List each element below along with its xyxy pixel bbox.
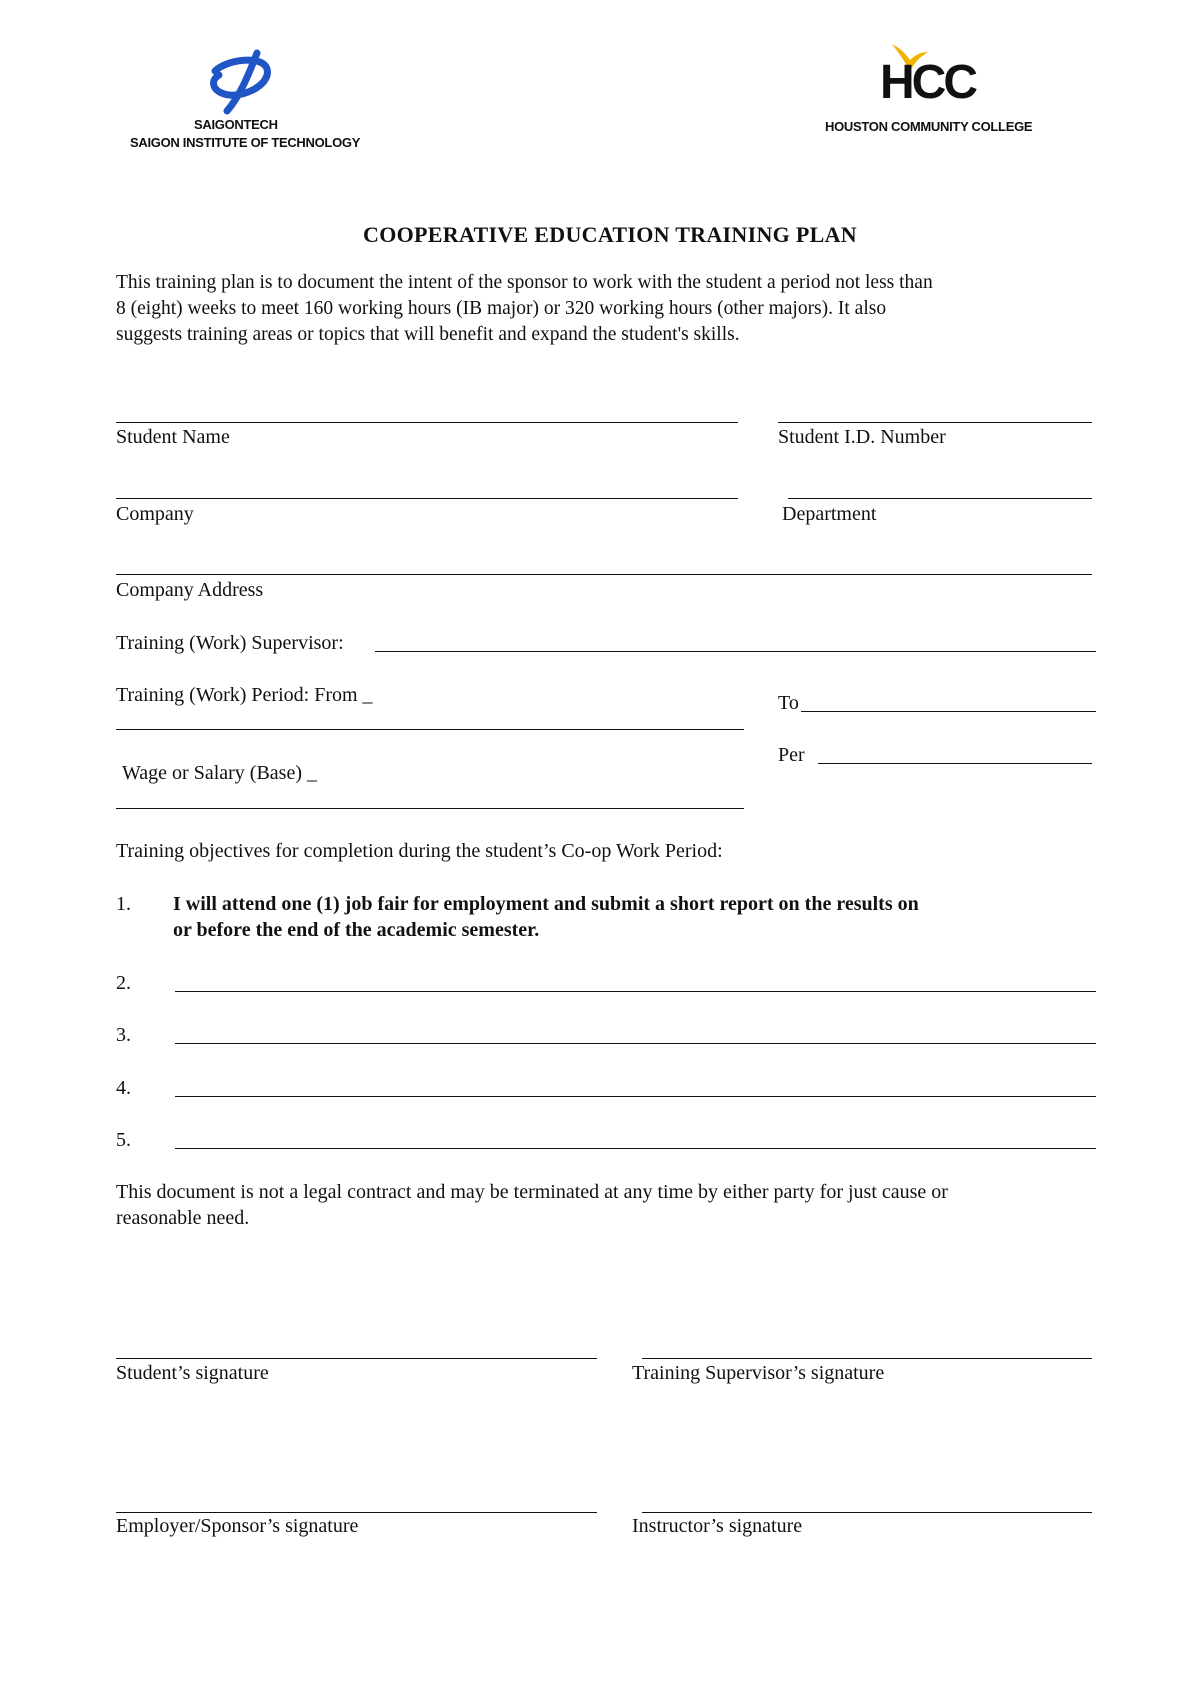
intro-line: 8 (eight) weeks to meet 160 working hours (IB major) or 320 working hours (other majors). It also	[116, 298, 887, 319]
per-field[interactable]	[818, 763, 1092, 764]
objective-4-field[interactable]	[175, 1096, 1096, 1097]
supervisor-signature-field[interactable]	[642, 1358, 1092, 1359]
instructor-signature-label: Instructor’s signature	[632, 1515, 803, 1537]
supervisor-label: Training (Work) Supervisor:	[116, 632, 344, 654]
per-label: Per	[778, 744, 805, 766]
wage-field[interactable]	[116, 808, 744, 809]
objective-5-field[interactable]	[175, 1148, 1096, 1149]
student-name-label: Student Name	[116, 426, 230, 448]
objective-number: 5.	[116, 1129, 131, 1151]
company-label: Company	[116, 503, 194, 525]
objective-number: 1.	[116, 893, 131, 915]
intro-line: This training plan is to document the intent of the sponsor to work with the student a period not less than	[116, 272, 933, 293]
supervisor-field[interactable]	[375, 651, 1096, 652]
saigontech-name: SAIGONTECH	[194, 117, 278, 132]
student-id-label: Student I.D. Number	[778, 426, 946, 448]
period-to-label: To	[778, 692, 799, 714]
intro-paragraph	[116, 270, 1126, 348]
disclaimer-line: This document is not a legal contract and may be terminated at any time by either party for just cause or	[116, 1181, 948, 1203]
objective-number: 4.	[116, 1077, 131, 1099]
student-signature-field[interactable]	[116, 1358, 597, 1359]
department-field[interactable]	[788, 498, 1092, 499]
company-field[interactable]	[116, 498, 738, 499]
period-from-field[interactable]	[116, 729, 744, 730]
student-name-field[interactable]	[116, 422, 738, 423]
objective-2-field[interactable]	[175, 991, 1096, 992]
student-id-field[interactable]	[778, 422, 1092, 423]
hcc-logo-icon: HCC	[880, 56, 975, 109]
saigontech-logo	[130, 45, 390, 155]
disclaimer	[116, 1179, 1116, 1231]
wage-label: Wage or Salary (Base) _	[122, 762, 317, 784]
saigontech-subtitle: SAIGON INSTITUTE OF TECHNOLOGY	[130, 135, 361, 150]
page-title: COOPERATIVE EDUCATION TRAINING PLAN	[363, 222, 857, 247]
saigontech-logo-icon	[207, 49, 277, 115]
intro-line: suggests training areas or topics that will benefit and expand the student's skills.	[116, 324, 740, 345]
objective-line: I will attend one (1) job fair for employment and submit a short report on the results on	[173, 893, 919, 915]
supervisor-signature-label: Training Supervisor’s signature	[632, 1362, 885, 1384]
student-signature-label: Student’s signature	[116, 1362, 269, 1384]
objective-3-field[interactable]	[175, 1043, 1096, 1044]
period-from-label: Training (Work) Period: From _	[116, 684, 373, 706]
employer-signature-label: Employer/Sponsor’s signature	[116, 1515, 359, 1537]
company-address-field[interactable]	[116, 574, 1092, 575]
period-to-field[interactable]	[801, 711, 1096, 712]
objective-number: 2.	[116, 972, 131, 994]
objective-line: or before the end of the academic semester.	[173, 919, 540, 941]
hcc-subtitle: HOUSTON COMMUNITY COLLEGE	[825, 119, 1033, 134]
objective-number: 3.	[116, 1024, 131, 1046]
company-address-label: Company Address	[116, 579, 264, 601]
objectives-heading: Training objectives for completion during the student’s Co-op Work Period:	[116, 840, 723, 862]
hcc-logo	[820, 40, 1080, 140]
department-label: Department	[782, 503, 877, 525]
disclaimer-line: reasonable need.	[116, 1207, 250, 1229]
objective-text	[173, 891, 1103, 943]
